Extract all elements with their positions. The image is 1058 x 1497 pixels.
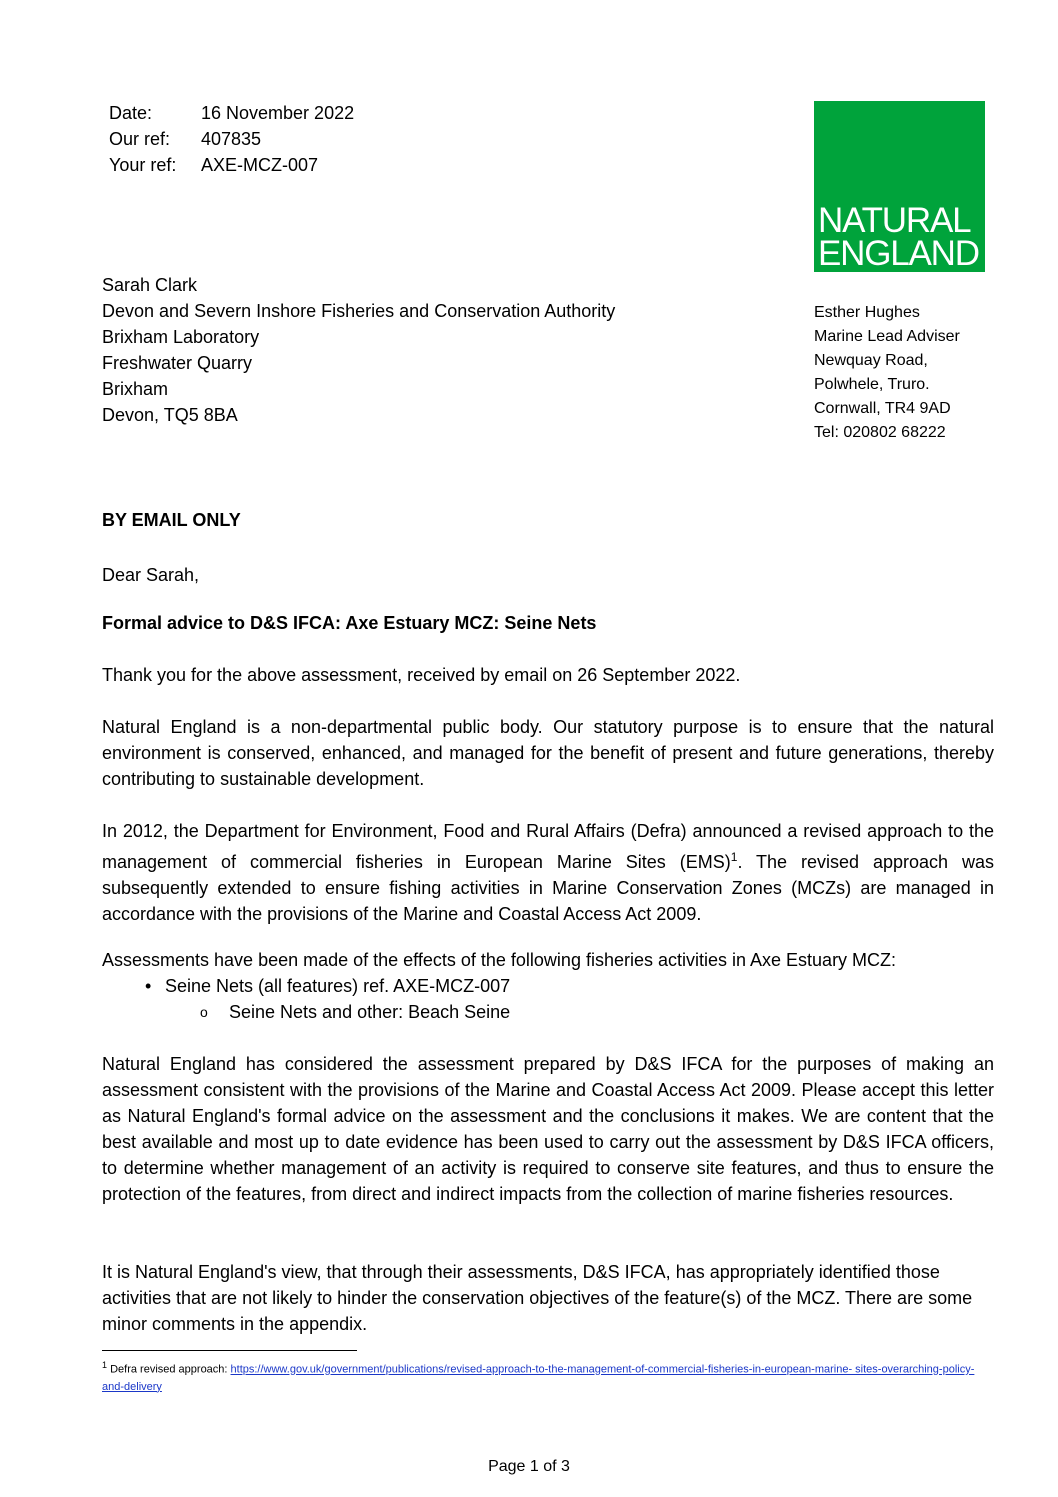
paragraph-3-b: . The revised approach was subsequently extended to ensure fishing activities in Marine Conservation Zones (MCZs) are managed in accordance with the provisions of the Marine and Coastal Access Act 2009. [102,852,994,924]
sub-list-item: Seine Nets and other: Beach Seine [229,1002,511,1022]
paragraph-3 [102,818,994,927]
sender-address [814,301,960,445]
paragraph-5: Natural England has considered the assessment prepared by D&S IFCA for the purposes of making an assessment consistent with the provisions of the Marine and Coastal Access Act 2009. Please accept this letter as Natural England's formal advice on the assessment and the conclusions it makes. We are content that the best available and most up to date evidence has been used to carry out the assessment by D&S IFCA officers, to determine whether management of an activity is required to conserve site features, and thus to ensure the protection of the features, from direct and indirect impacts from the collection of marine fisheries resources. [102,1054,994,1204]
paragraph-3-a: In 2012, the Department for Environment, Food and Rural Affairs (Defra) announced a revised approach to the management of commercial fisheries in European Marine Sites (EMS) [102,821,994,872]
your-ref-value: AXE-MCZ-007 [201,155,319,175]
sender-tel: Tel: 020802 68222 [814,424,946,441]
recipient-line-3: Brixham [102,379,169,399]
sender-line-3: Cornwall, TR4 9AD [814,400,951,417]
footnote-label: Defra revised approach: [110,1363,231,1376]
logo-line-2: ENGLAND [818,234,979,273]
letter-subject: Formal advice to D&S IFCA: Axe Estuary MCZ: Seine Nets [102,613,597,633]
footnote-number: 1 [102,1360,108,1370]
your-ref-label: Your ref: [109,155,177,175]
sender-title: Marine Lead Adviser [814,328,960,345]
delivery-note: BY EMAIL ONLY [102,510,241,530]
reference-block [109,100,354,178]
footnote-ref[interactable]: 1 [730,850,738,864]
paragraph-2: Natural England is a non-departmental public body. Our statutory purpose is to ensure that the natural environment is conserved, enhanced, and managed for the benefit of present and future generations, thereby contributing to sustainable development. [102,717,994,789]
natural-england-logo [814,101,985,272]
recipient-org: Devon and Severn Inshore Fisheries and Conservation Authority [102,301,616,321]
salutation: Dear Sarah, [102,565,200,585]
date-value: 16 November 2022 [201,103,355,123]
recipient-line-2: Freshwater Quarry [102,353,253,373]
bullet-icon: • [145,976,152,996]
paragraph-4: Assessments have been made of the effects of the following fisheries activities in Axe Estuary MCZ: [102,950,897,970]
recipient-name: Sarah Clark [102,275,198,295]
sender-name: Esther Hughes [814,304,920,321]
footnote-link[interactable]: https://www.gov.uk/government/publications/revised-approach-to-the-management-of-commercial-fisheries-in-european-marine- sites-overarching-policy-and-delivery [102,1363,975,1393]
recipient-line-1: Brixham Laboratory [102,327,260,347]
recipient-address [102,272,615,428]
our-ref-label: Our ref: [109,129,171,149]
circle-bullet-icon: o [200,1004,208,1020]
date-label: Date: [109,103,153,123]
our-ref-value: 407835 [201,129,262,149]
paragraph-6: It is Natural England's view, that through their assessments, D&S IFCA, has appropriately identified those activities that are not likely to hinder the conservation objectives of the feature(s) of the MCZ. There are some minor comments in the appendix. [102,1262,973,1334]
footnote [102,1357,992,1396]
activity-list [0,973,1058,1025]
footnote-divider [102,1350,357,1351]
recipient-line-4: Devon, TQ5 8BA [102,405,238,425]
list-item: Seine Nets (all features) ref. AXE-MCZ-007 [165,976,511,996]
sender-line-1: Newquay Road, [814,352,928,369]
paragraph-1: Thank you for the above assessment, received by email on 26 September 2022. [102,665,741,685]
logo-line-1: NATURAL [818,201,971,240]
sender-line-2: Polwhele, Truro. [814,376,930,393]
page-number: Page 1 of 3 [488,1458,570,1475]
